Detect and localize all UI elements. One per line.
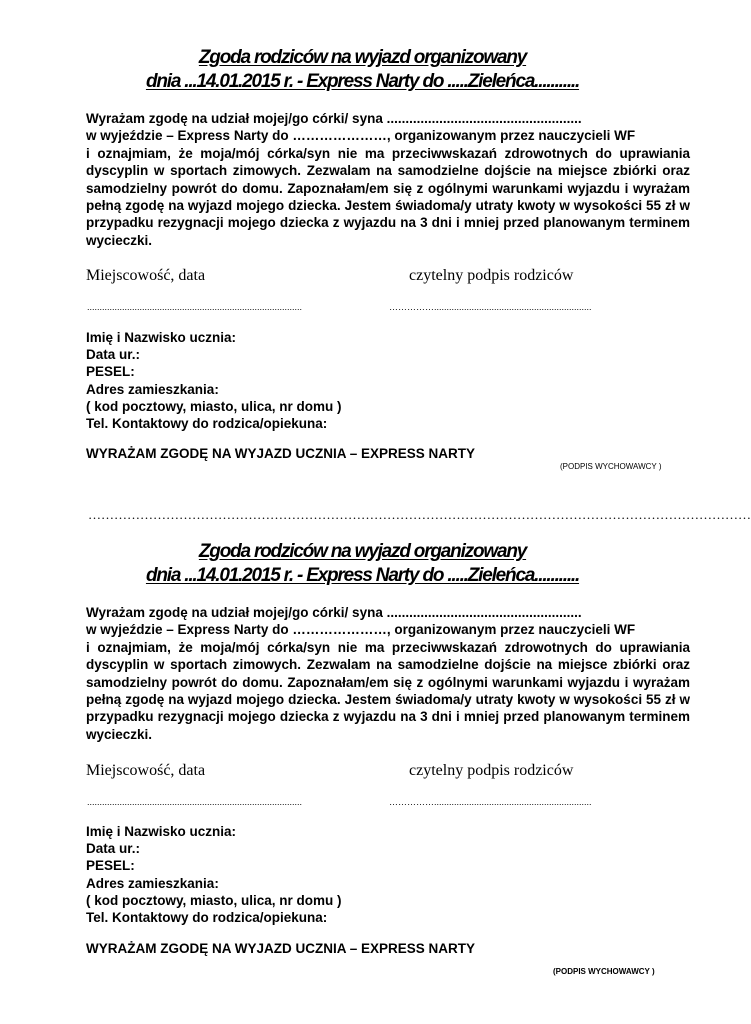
parent-signature-line: ……………............................................................... [389, 797, 592, 807]
cut-separator-line: ……………………………………………………………………………………………………………………………………… [88, 507, 751, 522]
place-date-label: Miejscowość, data [86, 762, 206, 779]
field-parent-phone: Tel. Kontaktowy do rodzica/opiekuna: [86, 416, 328, 432]
place-date-line: ...................................................................................... [87, 302, 303, 312]
field-address: Adres zamieszkania: [86, 875, 219, 891]
form-title-line-2: dnia ...14.01.2015 r. - Express Narty do .....Zieleńca........... [145, 71, 580, 92]
field-student-name: Imię i Nazwisko ucznia: [86, 824, 237, 839]
consent-body-line-1: Wyrażam zgodę na udział mojej/go córki/ syna .................................................... [86, 111, 582, 126]
consent-body-line-1: Wyrażam zgodę na udział mojej/go córki/ syna .................................................... [86, 605, 582, 620]
tutor-signature-label: (PODPIS WYCHOWAWCY ) [560, 462, 662, 471]
field-address-hint: ( kod pocztowy, miasto, ulica, nr domu ) [86, 892, 342, 908]
field-address: Adres zamieszkania: [86, 381, 219, 397]
field-parent-phone: Tel. Kontaktowy do rodzica/opiekuna: [86, 910, 328, 926]
place-date-line: ...................................................................................... [87, 797, 303, 807]
field-pesel: PESEL: [86, 858, 135, 874]
field-student-name: Imię i Nazwisko ucznia: [86, 330, 237, 345]
field-address-hint: ( kod pocztowy, miasto, ulica, nr domu ) [86, 398, 342, 414]
form-title-line-1: Zgoda rodziców na wyjazd organizowany [198, 541, 527, 562]
form-title-line-1: Zgoda rodziców na wyjazd organizowany [198, 47, 527, 68]
consent-body-paragraph: i oznajmiam, że moja/mój córka/syn nie ma przeciwwskazań zdrowotnych do uprawiania dyscyplin w sportach zimowych. Zezwalam na samodzielne dojście na miejsce zbiórki oraz samodzielny powrót do domu. Zapoznałam/em się z ogólnymi warunkami wyjazdu i wyrażam pełną zgodę na wyjazd mojego dziecka. Jestem świadoma/y utraty kwoty w wysokości 55 zł w przypadku rezygnacji mojego dziecka z wyjazdu na 3 dni i mniej przed planowanym terminem wycieczki. [86, 639, 690, 742]
consent-body [86, 110, 690, 249]
consent-body-paragraph: i oznajmiam, że moja/mój córka/syn nie ma przeciwwskazań zdrowotnych do uprawiania dyscyplin w sportach zimowych. Zezwalam na samodzielne dojście na miejsce zbiórki oraz samodzielny powrót do domu. Zapoznałam/em się z ogólnymi warunkami wyjazdu i wyrażam pełną zgodę na wyjazd mojego dziecka. Jestem świadoma/y utraty kwoty w wysokości 55 zł w przypadku rezygnacji mojego dziecka z wyjazdu na 3 dni i mniej przed planowanym terminem wycieczki. [86, 145, 690, 248]
consent-body-line-2: w wyjeździe – Express Narty do …………………, organizowanym przez nauczycieli WF [86, 622, 636, 638]
parent-signature-line: ……………............................................................... [389, 302, 592, 312]
field-birth-date: Data ur.: [86, 841, 141, 857]
parent-signature-label: czytelny podpis rodziców [409, 267, 574, 284]
form-title-line-2: dnia ...14.01.2015 r. - Express Narty do .....Zieleńca........... [145, 565, 580, 586]
field-pesel: PESEL: [86, 364, 135, 380]
field-birth-date: Data ur.: [86, 347, 141, 363]
student-fields [86, 823, 486, 926]
consent-statement: WYRAŻAM ZGODĘ NA WYJAZD UCZNIA – EXPRESS NARTY [86, 941, 476, 956]
consent-statement: WYRAŻAM ZGODĘ NA WYJAZD UCZNIA – EXPRESS NARTY [86, 446, 476, 461]
consent-body [86, 604, 690, 743]
place-date-label: Miejscowość, data [86, 267, 206, 284]
consent-body-line-2: w wyjeździe – Express Narty do …………………, organizowanym przez nauczycieli WF [86, 128, 636, 144]
student-fields [86, 329, 486, 432]
parent-signature-label: czytelny podpis rodziców [409, 762, 574, 779]
tutor-signature-label: (PODPIS WYCHOWAWCY ) [553, 967, 655, 976]
